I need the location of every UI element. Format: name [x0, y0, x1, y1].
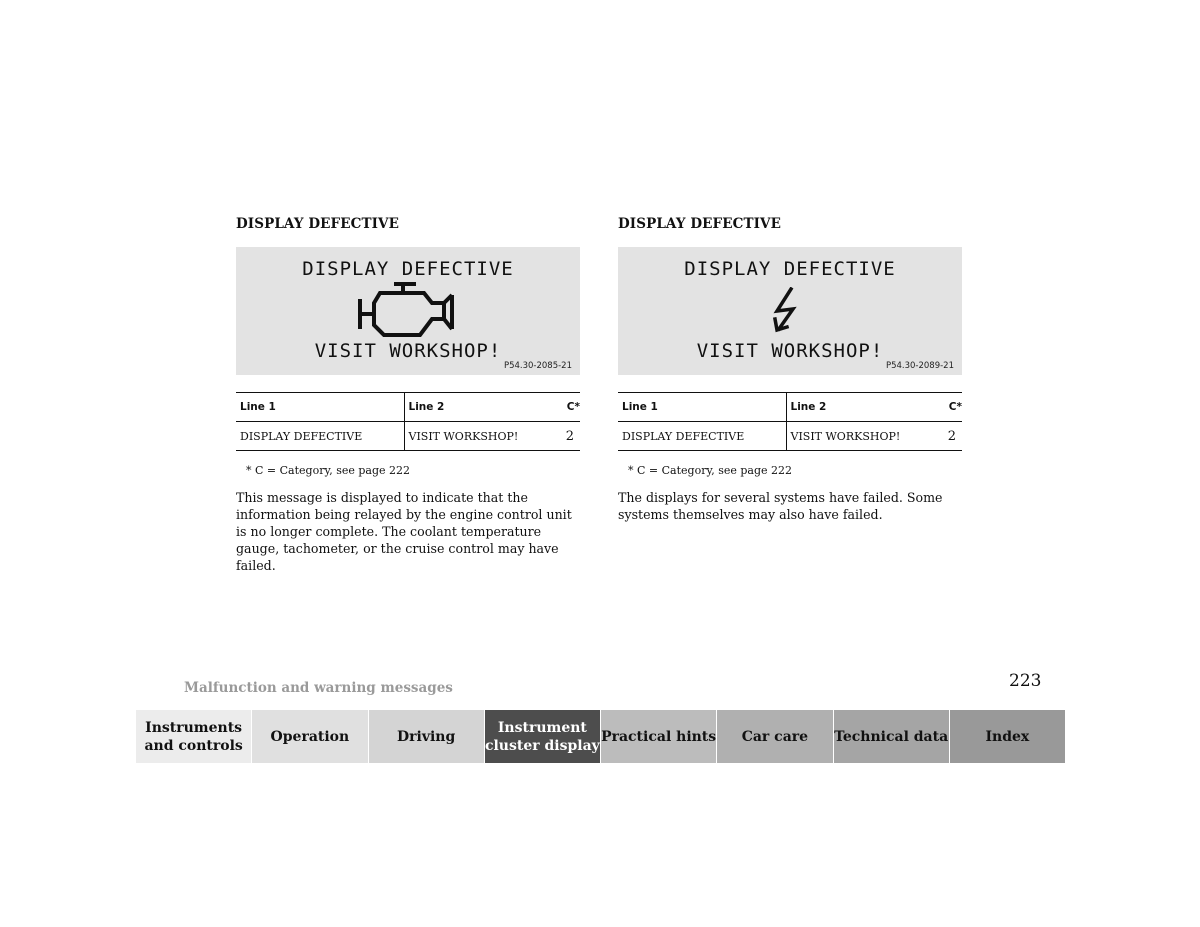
table-header-row: [618, 393, 962, 422]
display-line-1: DISPLAY DEFECTIVE: [302, 258, 514, 280]
table-header-cell: Line 1: [236, 393, 404, 422]
lightning-icon: [771, 287, 801, 333]
table-row: [618, 422, 962, 451]
body-paragraph: The displays for several systems have failed. Some systems themselves may also have failed.: [618, 490, 943, 522]
table-cell: 2: [556, 422, 580, 451]
display-illustration: [236, 247, 580, 375]
nav-tab-technical-data[interactable]: Technical data: [833, 710, 949, 763]
figure-code: P54.30-2085-21: [503, 361, 572, 371]
section-heading: DISPLAY DEFECTIVE: [236, 216, 399, 232]
table-cell: DISPLAY DEFECTIVE: [236, 422, 404, 451]
table-header-cell: Line 2: [404, 393, 556, 422]
message-table: [618, 392, 962, 451]
table-cell: VISIT WORKSHOP!: [404, 422, 556, 451]
message-table: [236, 392, 580, 451]
footnote: * C = Category, see page 222: [246, 464, 411, 477]
table-header-cell: Line 1: [618, 393, 786, 422]
display-illustration: [618, 247, 962, 375]
chapter-nav: [136, 710, 1065, 763]
table-cell: VISIT WORKSHOP!: [786, 422, 938, 451]
nav-tab-instruments-and-controls[interactable]: Instruments and controls: [136, 710, 251, 763]
display-line-2: VISIT WORKSHOP!: [314, 340, 502, 362]
nav-tab-practical-hints[interactable]: Practical hints: [600, 710, 716, 763]
nav-tab-instrument-cluster-display[interactable]: Instrument cluster display: [484, 710, 600, 763]
table-header-cell: Line 2: [786, 393, 938, 422]
footnote: * C = Category, see page 222: [628, 464, 793, 477]
table-header-cell: C*: [938, 393, 962, 422]
table-header-cell: C*: [556, 393, 580, 422]
section-heading: DISPLAY DEFECTIVE: [618, 216, 781, 232]
table-cell: 2: [938, 422, 962, 451]
body-paragraph: This message is displayed to indicate that the information being relayed by the engine control unit is no longer complete. The coolant temperature gauge, tachometer, or the cruise control may have failed.: [236, 490, 572, 573]
page-number: 223: [1009, 671, 1042, 691]
display-line-1: DISPLAY DEFECTIVE: [684, 258, 896, 280]
table-cell: DISPLAY DEFECTIVE: [618, 422, 786, 451]
figure-code: P54.30-2089-21: [885, 361, 954, 371]
table-header-row: [236, 393, 580, 422]
engine-icon: [358, 281, 458, 339]
nav-tab-driving[interactable]: Driving: [368, 710, 484, 763]
nav-tab-operation[interactable]: Operation: [251, 710, 367, 763]
table-row: [236, 422, 580, 451]
nav-tab-car-care[interactable]: Car care: [716, 710, 832, 763]
section-title: Malfunction and warning messages: [184, 680, 453, 696]
nav-tab-index[interactable]: Index: [949, 710, 1065, 763]
display-line-2: VISIT WORKSHOP!: [696, 340, 884, 362]
